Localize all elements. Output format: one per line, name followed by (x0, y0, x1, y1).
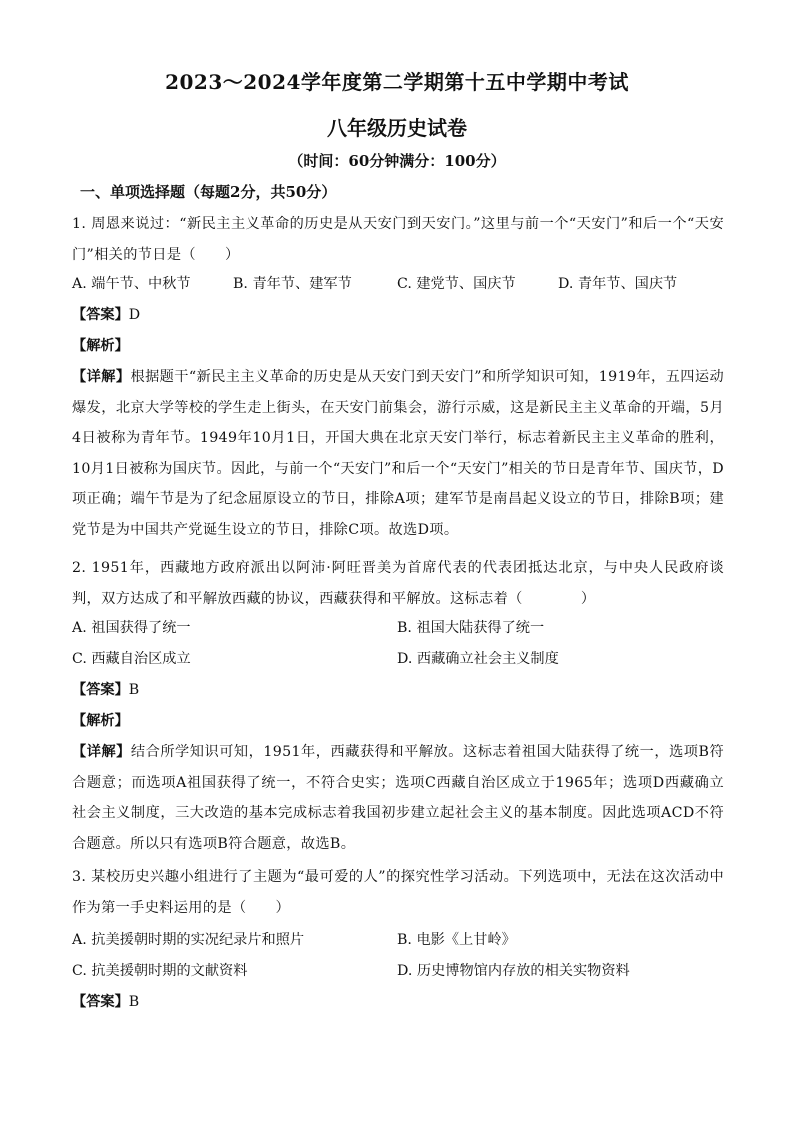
answer-label: 【答案】 (72, 307, 129, 323)
question-2-analysis-label (72, 711, 129, 731)
detail-text: 结合所学知识可知，1951年，西藏获得和平解放。这标志着祖国大陆获得了统一，选项B符合题意；而选项A祖国获得了统一，不符合史实；选项C西藏自治区成立于1965年；选项D西藏确立社会主义制度，三大改造的基本完成标志着我国初步建立起社会主义的基本制度。因此选项ACD不符合题意。所以只有选项B符合题意，故选B。 (72, 744, 725, 852)
analysis-label: 【解析】 (72, 713, 129, 729)
analysis-label: 【解析】 (72, 338, 129, 354)
answer-value: D (128, 307, 141, 323)
answer-label: 【答案】 (72, 682, 129, 698)
question-1-option-c: C. 建党节、国庆节 (397, 276, 516, 292)
question-1-answer (72, 305, 140, 325)
question-1-detail (72, 362, 724, 545)
question-1-option-b: B. 青年节、建军节 (233, 276, 352, 292)
question-2-option-c: C. 西藏自治区成立 (72, 651, 191, 667)
question-3-answer (72, 992, 139, 1012)
question-1-option-a: A. 端午节、中秋节 (72, 276, 191, 292)
question-1-option-d: D. 青年节、国庆节 (558, 276, 678, 292)
question-2-option-a: A. 祖国获得了统一 (72, 620, 191, 636)
exam-title: 2023～2024学年度第二学期第十五中学期中考试 (165, 70, 629, 94)
question-3-option-a: A. 抗美援朝时期的实况纪录片和照片 (72, 932, 305, 948)
question-3-option-b: B. 电影《上甘岭》 (397, 932, 516, 948)
detail-label: 【详解】 (72, 744, 131, 760)
question-3-stem: 3. 某校历史兴趣小组进行了主题为“最可爱的人”的探究性学习活动。下列选项中，无法在这次活动中作为第一手史料运用的是（ ） (72, 869, 724, 916)
question-3-option-d: D. 历史博物馆内存放的相关实物资料 (397, 963, 630, 979)
answer-value: B (128, 682, 140, 698)
question-1-analysis-label (72, 336, 129, 356)
answer-label: 【答案】 (72, 994, 129, 1010)
question-2-answer (72, 680, 139, 700)
section-heading: 一、单项选择题（每题2分，共50分） (80, 183, 337, 201)
exam-subtitle: 八年级历史试卷 (327, 116, 467, 140)
detail-text: 根据题干“新民主主义革命的历史是从天安门到天安门”和所学知识可知，1919年，五四运动爆发，北京大学等校的学生走上街头，在天安门前集会，游行示威，这是新民主主义革命的开端，5月4日被称为青年节。1949年10月1日，开国大典在北京天安门举行，标志着新民主主义革命的胜利，10月1日被称为国庆节。因此，与前一个“天安门”和后一个“天安门”相关的节日是青年节、国庆节，D项正确；端午节是为了纪念屈原设立的节日，排除A项；建军节是南昌起义设立的节日，排除B项；建党节是为中国共产党诞生设立的节日，排除C项。故选D项。 (72, 369, 724, 538)
exam-time-note: （时间：60分钟满分：100分） (288, 152, 506, 170)
answer-value: B (128, 994, 140, 1010)
question-3-option-c: C. 抗美援朝时期的文献资料 (72, 963, 248, 979)
question-2-stem: 2. 1951年，西藏地方政府派出以阿沛·阿旺晋美为首席代表的代表团抵达北京，与中央人民政府谈判，双方达成了和平解放西藏的协议，西藏获得和平解放。这标志着（ ） (72, 560, 724, 607)
detail-label: 【详解】 (72, 369, 131, 385)
question-1-stem: 1. 周恩来说过：“新民主主义革命的历史是从天安门到天安门。”这里与前一个“天安门”和后一个“天安门”相关的节日是（ ） (72, 216, 724, 263)
question-2-option-d: D. 西藏确立社会主义制度 (397, 651, 559, 667)
question-2-option-b: B. 祖国大陆获得了统一 (397, 620, 545, 636)
question-2-detail (72, 737, 724, 859)
